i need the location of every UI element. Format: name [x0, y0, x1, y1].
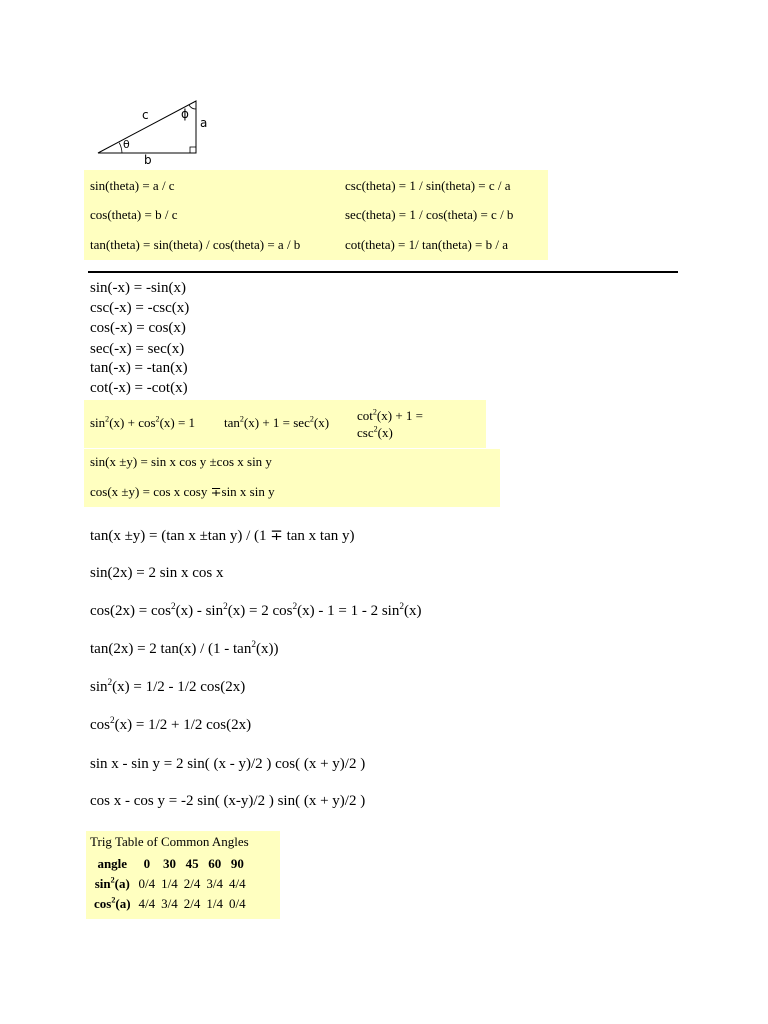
table-cell: 4/4 [138, 896, 156, 911]
table-row-header: $\cos^2(a)$ [94, 895, 131, 911]
table-header-cell: 90 [230, 856, 244, 871]
table-cell: 1/4 [206, 896, 224, 911]
adjacent-side-label: b [144, 153, 152, 167]
cos-ratio: cos(theta) = b / c [90, 207, 178, 222]
table-cell: 0/4 [138, 876, 156, 891]
pythagorean-identities-box [84, 400, 486, 448]
trig-ratios-box [84, 170, 548, 260]
sin-difference-identity: sin x - sin y = 2 sin( (x - y)/2 ) cos( (x + y)/2 ) [90, 756, 366, 772]
pythagorean-tan-sec: $\tan^2(x) + 1 = \sec^2(x)$ [224, 414, 330, 430]
right-triangle-diagram [96, 98, 216, 168]
theta-angle-label: θ [123, 138, 130, 151]
table-row [91, 894, 249, 914]
table-cell: 3/4 [161, 896, 178, 911]
table-header-cell: 0 [143, 856, 151, 871]
tan-double-angle: tan(2x) = 2 $\tan(x) / (1 - \tan^2(x))$ [90, 640, 279, 657]
table-cell: 0/4 [229, 896, 246, 911]
sum-difference-box [84, 449, 500, 507]
table-cell: 4/4 [229, 876, 246, 891]
opposite-side-label: a [200, 116, 208, 130]
cos-sum-difference: cos(x ±y) = cos x cosy ∓sin x sin y [90, 484, 275, 499]
odd-even-identity: cos(-x) = cos(x) [90, 320, 186, 336]
table-cell: 2/4 [183, 876, 201, 891]
tan-sum-identity: tan(x ±y) = (tan x ±tan y) / (1 ∓ tan x tan y) [90, 528, 355, 544]
table-header-row [91, 854, 249, 874]
table-cell: 2/4 [183, 896, 201, 911]
table-header-cell: 30 [162, 856, 176, 871]
tan-ratio: tan(theta) = sin(theta) / cos(theta) = a / b [90, 237, 301, 252]
phi-angle-label: ϕ [181, 107, 189, 121]
odd-even-identity: tan(-x) = -tan(x) [90, 360, 188, 376]
table-title: Trig Table of Common Angles [90, 834, 249, 849]
odd-even-identity: sec(-x) = sec(x) [90, 341, 185, 357]
table-cell: 1/4 [161, 876, 178, 891]
common-angles-table [91, 854, 249, 914]
sec-ratio: sec(theta) = 1 / cos(theta) = c / b [345, 207, 514, 222]
cos-squared-identity: $\cos^2(x) = 1/2 + 1/2$ cos(2x) [90, 716, 252, 733]
csc-ratio: csc(theta) = 1 / sin(theta) = c / a [345, 178, 511, 193]
table-row-header: $\sin^2(a)$ [94, 875, 130, 891]
pythagorean-cot-csc: $\cot^2(x) + 1$ = $\csc^2(x)$ [357, 407, 423, 440]
table-header-cell: 60 [208, 856, 222, 871]
table-row [91, 874, 249, 894]
table-cell: 3/4 [206, 876, 224, 891]
table-header-cell: 45 [185, 856, 199, 871]
table-header-cell: angle [97, 856, 128, 871]
hypotenuse-label: c [142, 108, 149, 122]
cot-ratio: cot(theta) = 1/ tan(theta) = b / a [345, 237, 509, 252]
cos-difference-identity: cos x - cos y = -2 sin( (x-y)/2 ) sin( (x + y)/2 ) [90, 793, 366, 809]
odd-even-identity: csc(-x) = -csc(x) [90, 300, 190, 316]
sin-sum-difference: sin(x ±y) = sin x cos y ±cos x sin y [90, 454, 272, 469]
odd-even-identity: sin(-x) = -sin(x) [90, 280, 186, 296]
triangle-figure [96, 98, 216, 168]
sin-ratio: sin(theta) = a / c [90, 178, 175, 193]
cos-double-angle: $\cos(2x) = \cos^2(x) - \sin^2(x) = 2$ $\cos^2(x) - 1 = 1 - 2$ $\sin^2(x)$ [90, 602, 422, 619]
section-divider [88, 271, 678, 273]
pythagorean-sin-cos: $\sin^2(x) + \cos^2(x) = 1$ [90, 414, 196, 430]
sin-squared-identity: $\sin^2(x) = 1/2 - 1/2$ cos(2x) [90, 678, 246, 695]
odd-even-identity: cot(-x) = -cot(x) [90, 380, 188, 396]
sin-double-angle: sin(2x) = 2 sin x cos x [90, 565, 224, 581]
